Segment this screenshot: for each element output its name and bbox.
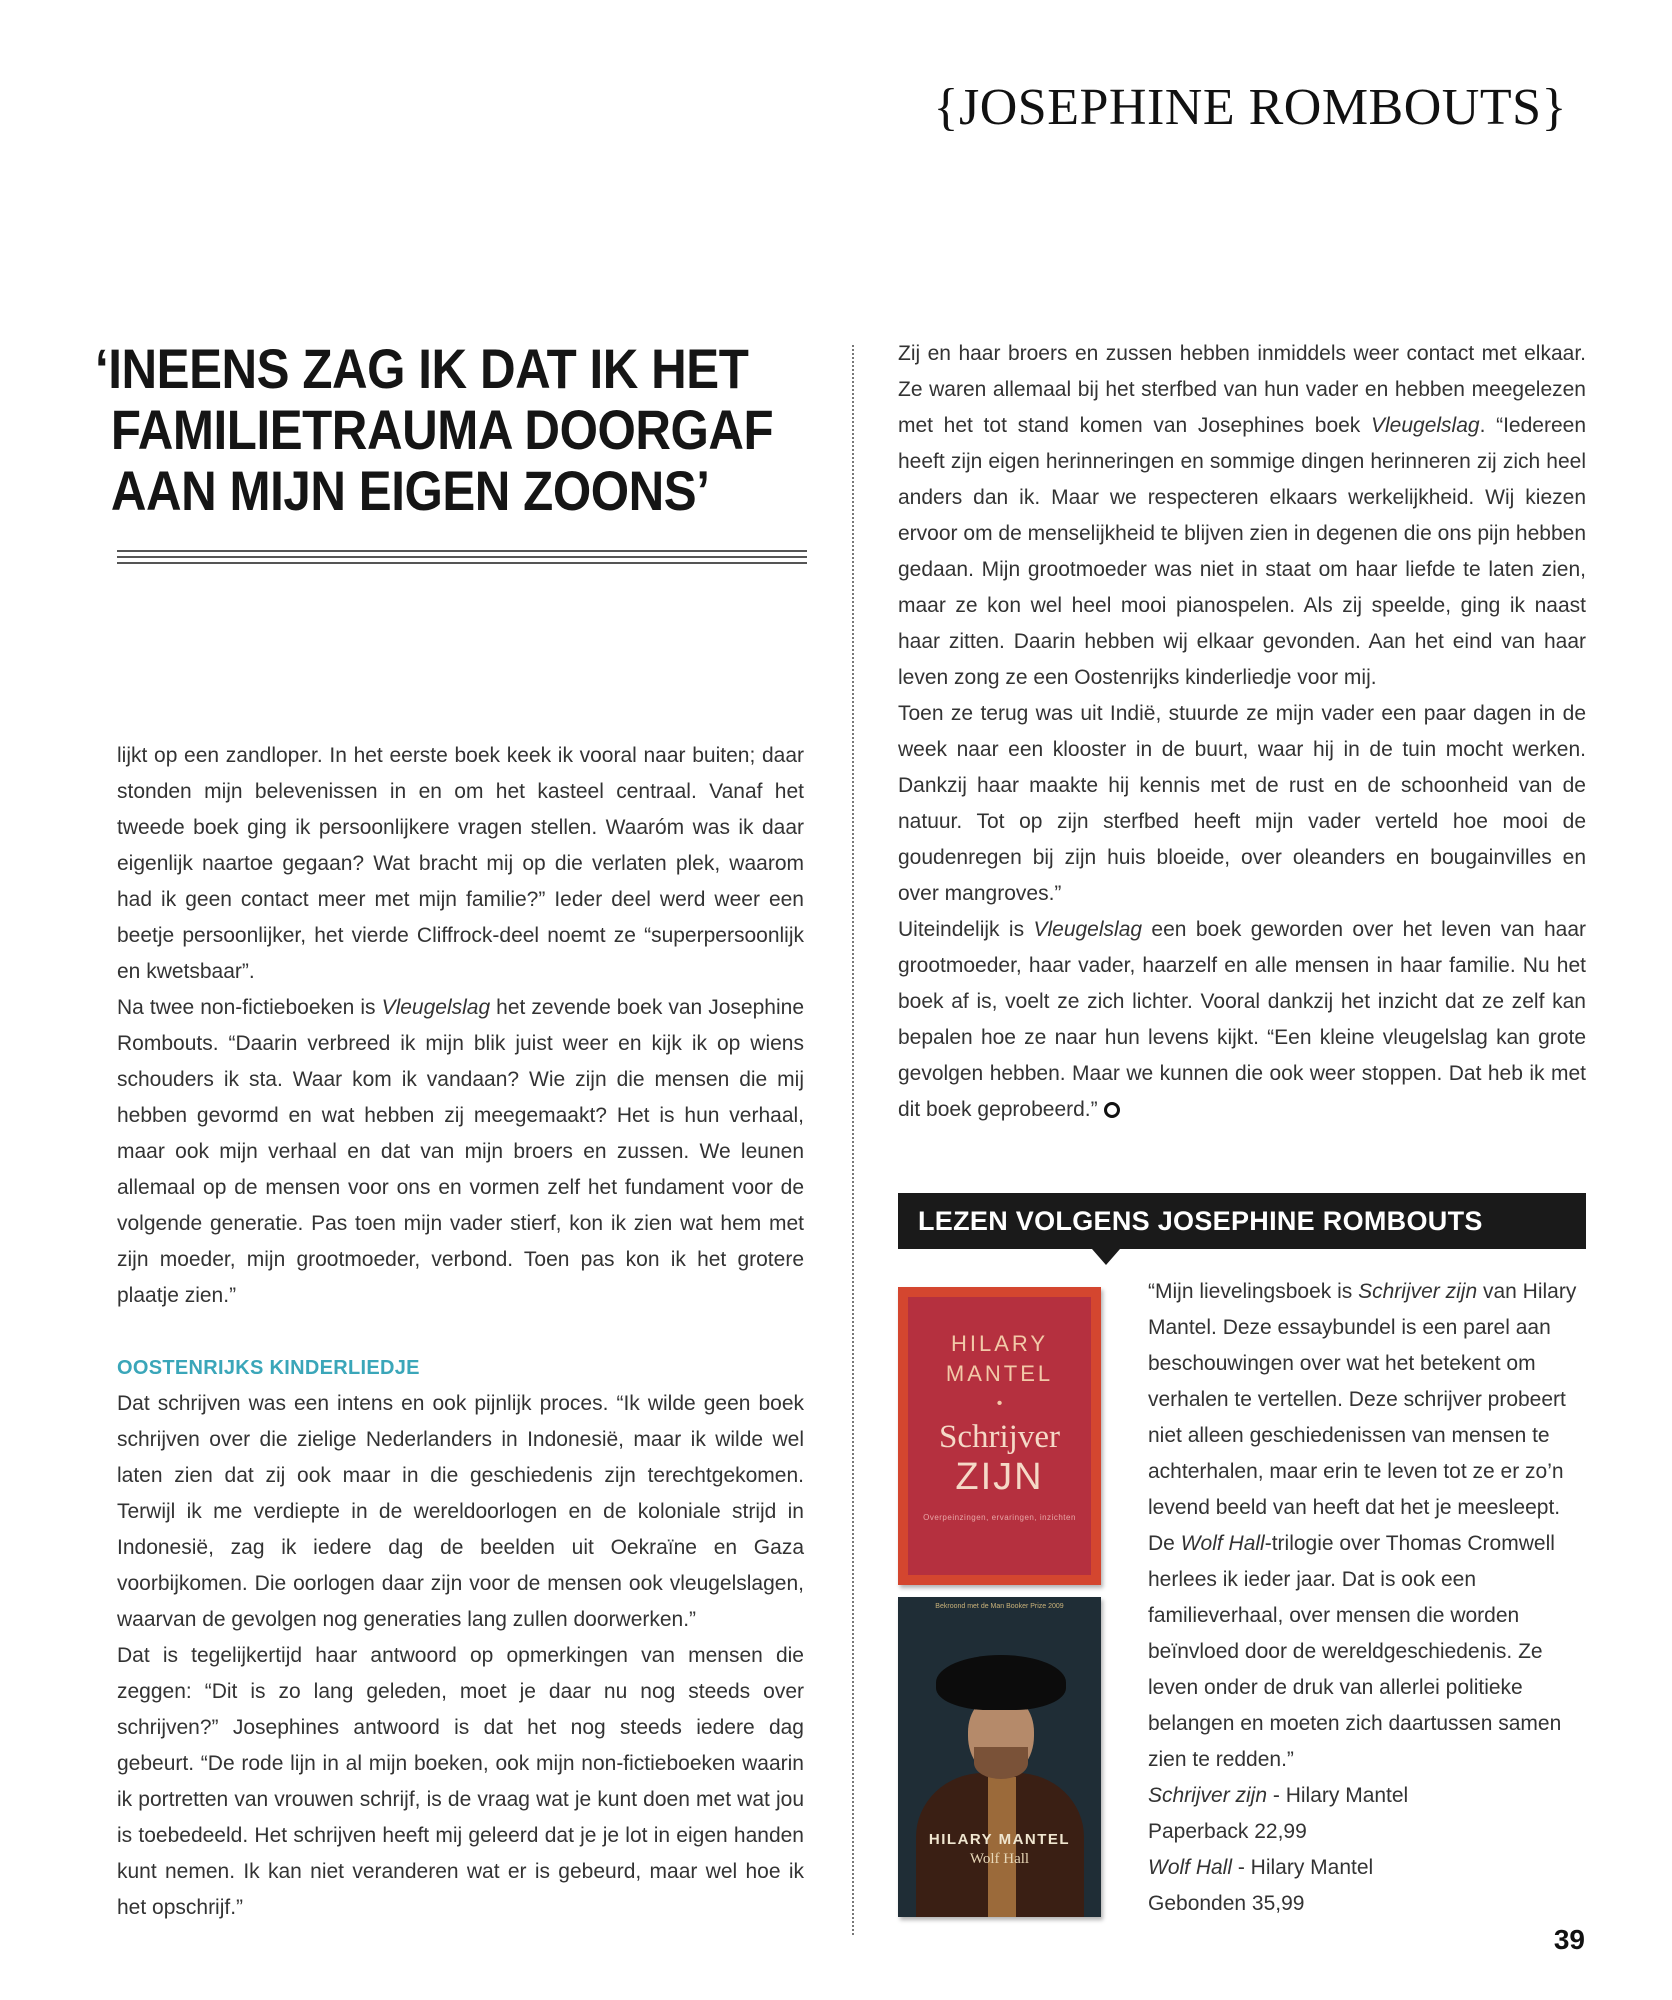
reading-box-title: LEZEN VOLGENS JOSEPHINE ROMBOUTS xyxy=(898,1193,1586,1249)
section-subhead: OOSTENRIJKS KINDERLIEDJE xyxy=(117,1357,420,1379)
box-pointer-icon xyxy=(1092,1249,1120,1265)
paragraph: Dat schrijven was een intens en ook pijnlijk proces. “Ik wilde geen boek schrijven over die zielige Nederlanders in Indonesië, maar ik wilde wel laten zien dat zij ook maar in die geschiedenis zijn terechtgekomen. Terwijl ik me verdiepte in de wereldoorlogen en de koloniale strijd in Indonesië, zag ik iedere dag de beelden uit Oekraïne en Gaza voorbijkomen. Die oorlogen daar zijn voor de mensen ook vleugelslagen, waarvan de gevolgen nog generaties lang zullen doorwerken.” xyxy=(117,1392,804,1631)
page-number: 39 xyxy=(1553,1924,1585,1955)
paragraph: Zij en haar broers en zussen hebben inmiddels weer contact met elkaar. Ze waren allemaal bij het sterfbed van hun vader en hebben meegelezen met het tot stand komen van Josephines boek Vleugelslag. “Iedereen heeft zijn eigen herinneringen en sommige dingen herinneren zij zich heel anders dan ik. Maar we respecteren elkaars werkelijkheid. Wij kiezen ervoor om de menselijkheid te blijven zien in degenen die ons pijn hebben gedaan. Mijn grootmoeder was niet in staat om haar liefde te laten zien, maar ze kon wel heel mooi pianospelen. Als zij speelde, ging ik naast haar zitten. Daarin hebben wij elkaar gevonden. Aan het eind van haar leven zong ze een Oostenrijks kinderliedje voor mij. xyxy=(898,342,1586,689)
book-price: Gebonden 35,99 xyxy=(1148,1892,1305,1915)
cover-award: Bekroond met de Man Booker Prize 2009 xyxy=(935,1603,1064,1610)
headline-rule xyxy=(117,550,807,552)
book-cover-wolf-hall xyxy=(898,1597,1101,1917)
book-info: Wolf Hall - Hilary Mantel xyxy=(1148,1856,1374,1879)
paragraph: Dat is tegelijkertijd haar antwoord op opmerkingen van mensen die zeggen: “Dit is zo lang geleden, moet je daar nu nog steeds over schrijven?” Josephines antwoord is dat het nog steeds iedere dag gebeurt. “De rode lijn in al mijn boeken, ook mijn non-fictieboeken waarin ik portretten van vrouwen schrijf, is de vraag wat je kunt doen met wat jou is toebedeeld. Het schrijven heeft mij geleerd dat je je lot in eigen handen kunt nemen. Ik kan niet veranderen wat er is gebeurd, maar wel hoe ik het opschrijf.” xyxy=(117,1644,804,1919)
headline-rule xyxy=(117,562,807,564)
book-price: Paperback 22,99 xyxy=(1148,1820,1307,1843)
cover-title: Wolf Hall xyxy=(969,1851,1030,1867)
paragraph: Na twee non-fictieboeken is Vleugelslag het zevende boek van Josephine Rombouts. “Daarin verbreed ik mijn blik juist weer en kijk ik op wiens schouders ik sta. Waar kom ik vandaan? Wie zijn die mensen die mij hebben gevormd en wat hebben zij meegemaakt? Het is hun verhaal, maar ook mijn verhaal en dat van mijn broers en zussen. We leunen allemaal op de mensen voor ons en vormen zelf het fundament voor de volgende generatie. Pas toen mijn vader stierf, kon ik zien wat hem met zijn moeder, mijn grootmoeder, verbond. Toen pas kon ik het grotere plaatje zien.” xyxy=(117,996,804,1307)
headline-rule xyxy=(117,556,807,558)
paragraph: lijkt op een zandloper. In het eerste boek keek ik vooral naar buiten; daar stonden mijn belevenissen in en om het kasteel centraal. Vanaf het tweede boek ging ik persoonlijkere vragen stellen. Waaróm was ik daar eigenlijk naartoe gegaan? Wat bracht mij op die verlaten plek, waarom had ik geen contact meer met mijn familie?” Ieder deel werd weer een beetje persoonlijker, het vierde Cliffrock-deel noemt ze “superpersoonlijk en kwetsbaar”. xyxy=(117,744,804,983)
headline-line: AAN MIJN EIGEN ZOONS’ xyxy=(110,459,710,522)
headline-line: ‘INEENS ZAG IK DAT IK HET xyxy=(95,337,749,400)
headline-line: FAMILIETRAUMA DOORGAF xyxy=(110,398,774,461)
left-column xyxy=(117,738,804,1926)
cover-author: HILARY MANTEL xyxy=(928,1831,1071,1848)
column-divider xyxy=(852,345,854,1935)
cover-subtitle: Overpeinzingen, ervaringen, inzichten xyxy=(923,1513,1076,1522)
running-head: {JOSEPHINE ROMBOUTS} xyxy=(933,79,1567,136)
portrait-hat xyxy=(936,1655,1066,1710)
right-column xyxy=(898,336,1586,1128)
paragraph: Toen ze terug was uit Indië, stuurde ze mijn vader een paar dagen in de week naar een klooster in de buurt, waar hij in de tuin mocht werken. Dankzij haar maakte hij kennis met de rust en de schoonheid van de natuur. Tot op zijn sterfbed heeft mijn vader verteld hoe mooi de goudenregen bij zijn huis bloeide, over oleanders en bougainvilles en over mangroves.” xyxy=(898,702,1586,905)
book-info: Schrijver zijn - Hilary Mantel xyxy=(1148,1784,1409,1807)
cover-title: Schrijver xyxy=(939,1419,1060,1455)
paragraph: Uiteindelijk is Vleugelslag een boek geworden over het leven van haar grootmoeder, haar vader, haarzelf en alle mensen in haar familie. Nu het boek af is, voelt ze zich lichter. Vooral dankzij het inzicht dat ze zelf kan bepalen hoe ze naar hun levens kijkt. “Een kleine vleugelslag kan grote gevolgen hebben. Maar we kunnen die ook weer stoppen. Dat heb ik met dit boek geprobeerd.” xyxy=(898,918,1586,1121)
portrait-beard xyxy=(974,1747,1028,1779)
cover-dot: • xyxy=(996,1395,1003,1412)
cover-author: HILARY MANTEL xyxy=(945,1331,1054,1386)
book-cover-schrijver-zijn xyxy=(898,1287,1101,1585)
recommendation-text xyxy=(1148,1274,1588,1922)
end-mark-icon xyxy=(1104,1102,1120,1118)
quote: “Mijn lievelingsboek is Schrijver zijn van Hilary Mantel. Deze essaybundel is een parel aan beschouwingen over wat het betekent om verhalen te vertellen. Deze schrijver probeert niet alleen geschiedenissen van mensen te achterhalen, maar erin te leven tot ze er zo’n levend beeld van heeft dat het je meesleept. De Wolf Hall-trilogie over Thomas Cromwell herlees ik ieder jaar. Dat is ook een familieverhaal, over mensen die worden beïnvloed door de wereldgeschiedenis. Ze leven onder de druk van allerlei politieke belangen en moeten zich daartussen samen zien te redden.” xyxy=(1148,1280,1577,1771)
cover-title: ZIJN xyxy=(955,1456,1044,1498)
headline xyxy=(95,337,774,522)
